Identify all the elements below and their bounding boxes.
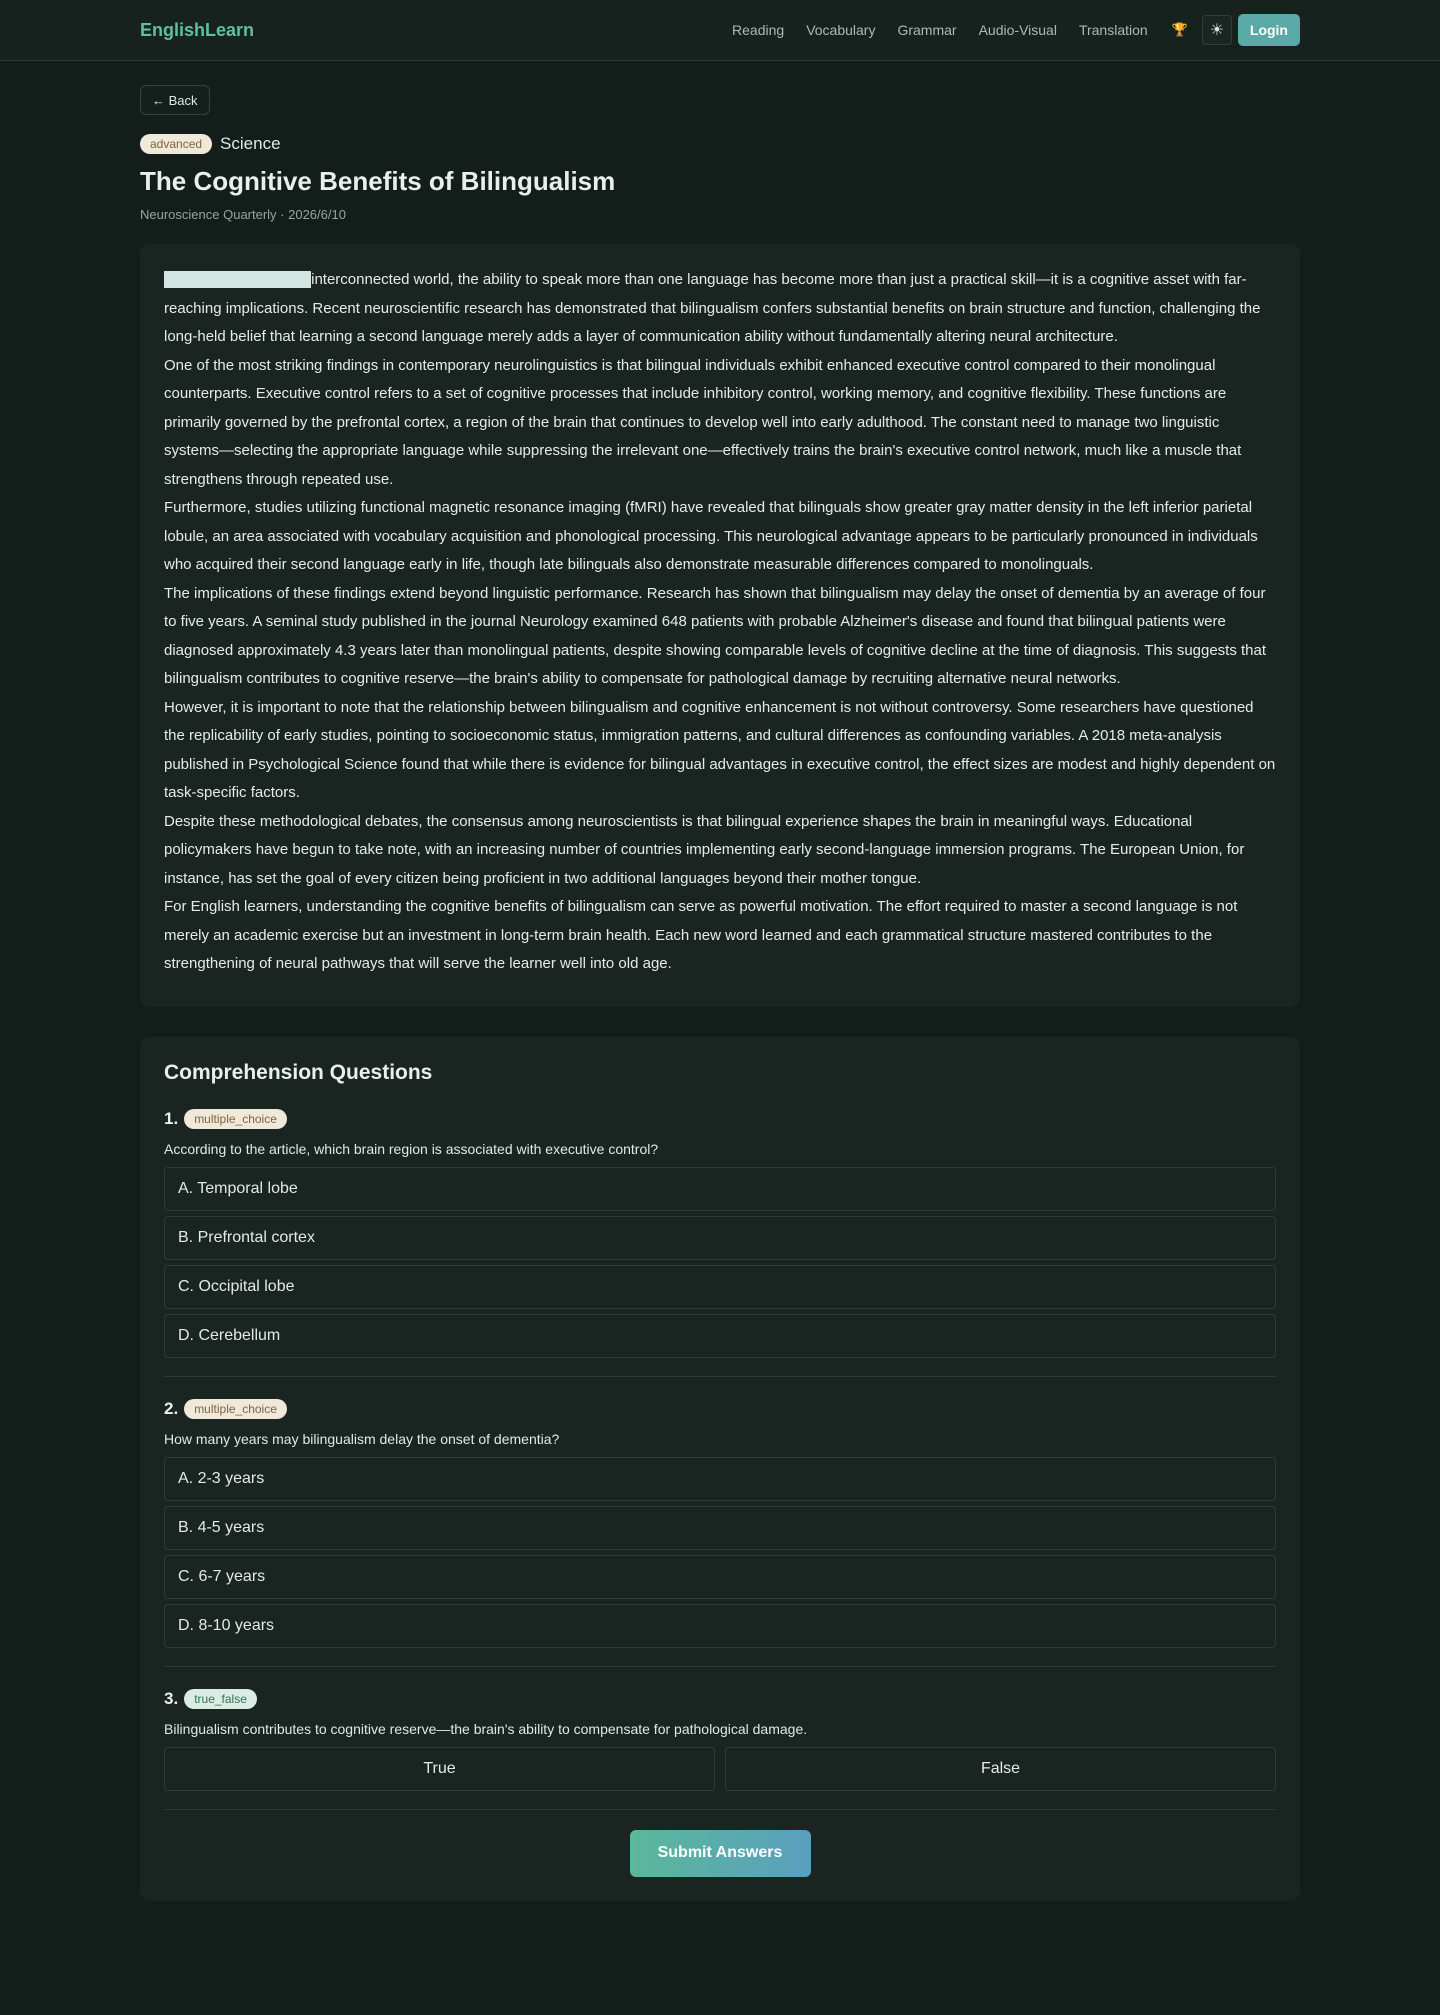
- questions-heading: Comprehension Questions: [164, 1060, 433, 1084]
- article-paragraph: Furthermore, studies utilizing functional magnetic resonance imaging (fMRI) have revealed that bilinguals show greater gray matter density in the left inferior parietal lobule, an area associated with vocabulary acquisition and phonological processing. This neurological advantage appears to be particularly pronounced in individuals who acquired their second language early in life, though late bilinguals also demonstrate measurable differences compared to monolinguals.: [164, 499, 1258, 573]
- option-a[interactable]: A. 2-3 years: [164, 1457, 1276, 1501]
- option-d[interactable]: D. Cerebellum: [164, 1314, 1276, 1358]
- comprehension-questions: [140, 1037, 1300, 1901]
- question-3: [164, 1667, 1276, 1810]
- main-container: [140, 61, 1300, 1901]
- article-paragraph: For English learners, understanding the cognitive benefits of bilingualism can serve as powerful motivation. The effort required to master a second language is not merely an academic exercise but an investment in long-term brain health. Each new word learned and each grammatical structure mastered contributes to the strengthening of neural pathways that will serve the learner well into old age.: [164, 898, 1238, 972]
- question-text: According to the article, which brain region is associated with executive control?: [164, 1140, 659, 1157]
- article-paragraph: The implications of these findings extend beyond linguistic performance. Research has shown that bilingualism may delay the onset of dementia by an average of four to five years. A seminal study published in the journal Neurology examined 648 patients with probable Alzheimer's disease and found that bilingual patients were diagnosed approximately 4.3 years later than monolingual patients, despite showing comparable levels of cognitive decline at the time of diagnosis. This suggests that bilingualism contributes to cognitive reserve—the brain's ability to compensate for pathological damage by recruiting alternative neural networks.: [164, 584, 1267, 687]
- back-button[interactable]: ← Back: [140, 85, 210, 115]
- option-false[interactable]: False: [725, 1747, 1276, 1791]
- question-type-badge: multiple_choice: [184, 1399, 287, 1419]
- article-body: [140, 244, 1300, 1007]
- trophy-icon[interactable]: 🏆: [1171, 22, 1188, 37]
- article-meta: [140, 134, 1300, 154]
- question-text: Bilingualism contributes to cognitive reserve—the brain's ability to compensate for pathological damage.: [164, 1720, 808, 1737]
- nav-links: [710, 14, 1300, 46]
- option-b[interactable]: B. 4-5 years: [164, 1506, 1276, 1550]
- submit-area: [164, 1810, 1276, 1877]
- nav-link-grammar[interactable]: Grammar: [897, 22, 957, 38]
- level-badge: advanced: [140, 134, 212, 154]
- option-c[interactable]: C. 6-7 years: [164, 1555, 1276, 1599]
- question-type-badge: multiple_choice: [184, 1109, 287, 1129]
- question-type-badge: true_false: [184, 1689, 257, 1709]
- option-true[interactable]: True: [164, 1747, 715, 1791]
- true-false-options: [164, 1747, 1276, 1791]
- article-paragraph: One of the most striking findings in contemporary neurolinguistics is that bilingual individuals exhibit enhanced executive control compared to their monolingual counterparts. Executive control refers to a set of cognitive processes that include inhibitory control, working memory, and cognitive flexibility. These functions are primarily governed by the prefrontal cortex, a region of the brain that continues to develop well into early adulthood. The constant need to manage two linguistic systems—selecting the appropriate language while suppressing the irrelevant one—effectively trains the brain's executive control network, much like a muscle that strengthens through repeated use.: [164, 356, 1242, 488]
- highlighted-text[interactable]: In today's increasingly: [164, 271, 312, 288]
- sun-icon: ☀: [1209, 22, 1225, 39]
- article-paragraph: Despite these methodological debates, the consensus among neuroscientists is that bilingual experience shapes the brain in meaningful ways. Educational policymakers have begun to take note, with an increasing number of countries implementing early second-language immersion programs. The European Union, for instance, has set the goal of every citizen being proficient in two additional languages beyond their mother tongue.: [164, 812, 1245, 887]
- nav-link-translation[interactable]: Translation: [1078, 22, 1148, 38]
- article-title: The Cognitive Benefits of Bilingualism: [140, 166, 616, 196]
- nav-link-reading[interactable]: Reading: [732, 22, 785, 38]
- article-paragraph: In today's increasinglyinterconnected world, the ability to speak more than one language has become more than just a practical skill—it is a cognitive asset with far-reaching implications. Recent neuroscientific research has demonstrated that bilingualism confers substantial benefits on brain structure and function, challenging the long-held belief that learning a second language merely adds a layer of communication ability without fundamentally altering neural architecture.: [164, 271, 1261, 345]
- article-source: Neuroscience Quarterly · 2026/6/10: [140, 207, 346, 222]
- login-button[interactable]: Login: [1238, 14, 1300, 46]
- article-paragraph: However, it is important to note that the relationship between bilingualism and cognitive enhancement is not without controversy. Some researchers have questioned the replicability of early studies, pointing to socioeconomic status, immigration patterns, and cultural differences as confounding variables. A 2018 meta-analysis published in Psychological Science found that while there is evidence for bilingual advantages in executive control, the effect sizes are modest and highly dependent on task-specific factors.: [164, 698, 1276, 801]
- submit-answers-button[interactable]: Submit Answers: [630, 1830, 811, 1877]
- question-number: 1.: [164, 1108, 179, 1128]
- category-label: Science: [220, 134, 281, 153]
- brand-logo[interactable]: EnglishLearn: [140, 19, 255, 40]
- nav-link-vocabulary[interactable]: Vocabulary: [806, 22, 876, 38]
- option-b[interactable]: B. Prefrontal cortex: [164, 1216, 1276, 1260]
- question-2: [164, 1377, 1276, 1667]
- option-c[interactable]: C. Occipital lobe: [164, 1265, 1276, 1309]
- theme-toggle-button[interactable]: [1202, 15, 1232, 45]
- option-a[interactable]: A. Temporal lobe: [164, 1167, 1276, 1211]
- question-number: 3.: [164, 1688, 179, 1708]
- question-number: 2.: [164, 1398, 179, 1418]
- top-nav: [0, 0, 1440, 61]
- nav-link-audio-visual[interactable]: Audio-Visual: [978, 22, 1057, 38]
- question-1: [164, 1085, 1276, 1377]
- option-d[interactable]: D. 8-10 years: [164, 1604, 1276, 1648]
- question-text: How many years may bilingualism delay the onset of dementia?: [164, 1430, 560, 1447]
